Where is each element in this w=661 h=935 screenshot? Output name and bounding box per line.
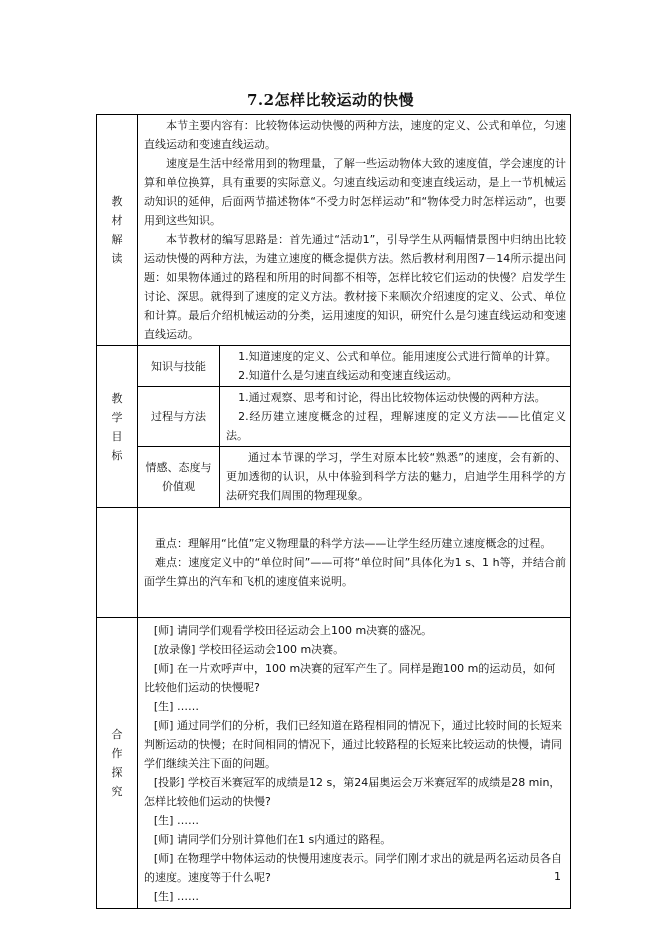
dialogue-line: [放录像] 学校田径运动会100 m决赛。 <box>153 643 345 656</box>
key-difficult-points-content <box>138 508 571 618</box>
page-title: 7.2怎样比较运动的快慢 <box>246 91 415 109</box>
dialogue-line: [师] 请同学们观看学校田径运动会上100 m决赛的盛况。 <box>153 624 433 637</box>
teaching-objectives-label: 教 学 目 标 <box>97 346 138 508</box>
paragraph: 通过本节课的学习，学生对原本比较“熟悉”的速度，会有新的、更加透彻的认识，从中体验到科学方法的魅力，启迪学生用科学的方法研究我们周围的物理现象。 <box>226 451 567 502</box>
empty-label-cell <box>97 508 138 618</box>
objective-content <box>220 387 571 447</box>
objective-content <box>220 346 571 387</box>
paragraph: 本节主要内容有：比较物体运动快慢的两种方法，速度的定义、公式和单位，匀速直线运动和变速直线运动。 <box>144 119 567 151</box>
paragraph: 本节教材的编写思路是：首先通过“活动1”，引导学生从两幅情景图中归纳出比较运动快慢的两种方法，为建立速度的概念提供方法。然后教材利用图7－14所示提出问题：如果物体通过的路程和所用的时间都不相等，怎样比较它们运动的快慢？启发学生讨论、深思。就得到了速度的定义方法。教材接下来顺次介绍速度的定义、公式、单位和计算。最后介绍机械运动的分类，运用速度的知识，研究什么是匀速直线运动和变速直线运动。 <box>144 233 567 341</box>
objective-row-process <box>97 387 571 447</box>
objective-name: 情感、态度与 价值观 <box>138 447 220 508</box>
dialogue-line: [师] 在物理学中物体运动的快慢用速度表示。同学们刚才求出的就是两名运动员各自的速度。速度等于什么呢? <box>144 852 562 884</box>
dialogue-line: [生] …… <box>153 814 199 827</box>
objective-name: 知识与技能 <box>138 346 220 387</box>
objective-row-knowledge <box>97 346 571 387</box>
objective-row-attitude <box>97 447 571 508</box>
textbook-analysis-row <box>97 115 571 346</box>
list-item: 1.通过观察、思考和讨论，得出比较物体运动快慢的两种方法。 <box>238 391 546 404</box>
paragraph: 重点：理解用“比值”定义物理量的科学方法——让学生经历建立速度概念的过程。 <box>155 537 552 550</box>
dialogue-line: [师] 在一片欢呼声中，100 m决赛的冠军产生了。同样是跑100 m的运动员，如何比较他们运动的快慢呢? <box>144 662 556 694</box>
list-item: 2.知道什么是匀速直线运动和变速直线运动。 <box>238 369 458 382</box>
dialogue-line: [师] 请同学们分别计算他们在1 s内通过的路程。 <box>153 833 392 846</box>
textbook-analysis-content <box>138 115 571 346</box>
page-number: 1 <box>554 870 561 883</box>
dialogue-line: [生] …… <box>153 700 199 713</box>
objective-content <box>220 447 571 508</box>
dialogue-line: [生] …… <box>153 890 199 903</box>
dialogue-line: [师] 通过同学们的分析，我们已经知道在路程相同的情况下，通过比较时间的长短来判断运动的快慢；在时间相同的情况下，通过比较路程的长短来比较运动的快慢，请同学们继续关注下面的问题。 <box>144 719 562 770</box>
cooperative-inquiry-row <box>97 618 571 909</box>
lesson-plan-table <box>96 114 571 909</box>
textbook-analysis-label: 教 材 解 读 <box>97 115 138 346</box>
list-item: 2.经历建立速度概念的过程，理解速度的定义方法——比值定义法。 <box>226 410 567 442</box>
cooperative-inquiry-content <box>138 618 571 909</box>
key-difficult-points-row <box>97 508 571 618</box>
objective-name: 过程与方法 <box>138 387 220 447</box>
paragraph: 速度是生活中经常用到的物理量，了解一些运动物体大致的速度值，学会速度的计算和单位换算，具有重要的实际意义。匀速直线运动和变速直线运动，是上一节机械运动知识的延伸，后面两节描述物体“不受力时怎样运动”和“物体受力时怎样运动”，也要用到这些知识。 <box>144 157 567 227</box>
cooperative-inquiry-label: 合 作 探 究 <box>97 618 138 909</box>
dialogue-line: [投影] 学校百米赛冠军的成绩是12 s，第24届奥运会万米赛冠军的成绩是28 min，怎样比较他们运动的快慢? <box>144 776 561 808</box>
list-item: 1.知道速度的定义、公式和单位。能用速度公式进行简单的计算。 <box>238 350 557 363</box>
paragraph: 难点：速度定义中的“单位时间”——可将“单位时间”具体化为1 s、1 h等，并结合前面学生算出的汽车和飞机的速度值来说明。 <box>144 556 567 588</box>
